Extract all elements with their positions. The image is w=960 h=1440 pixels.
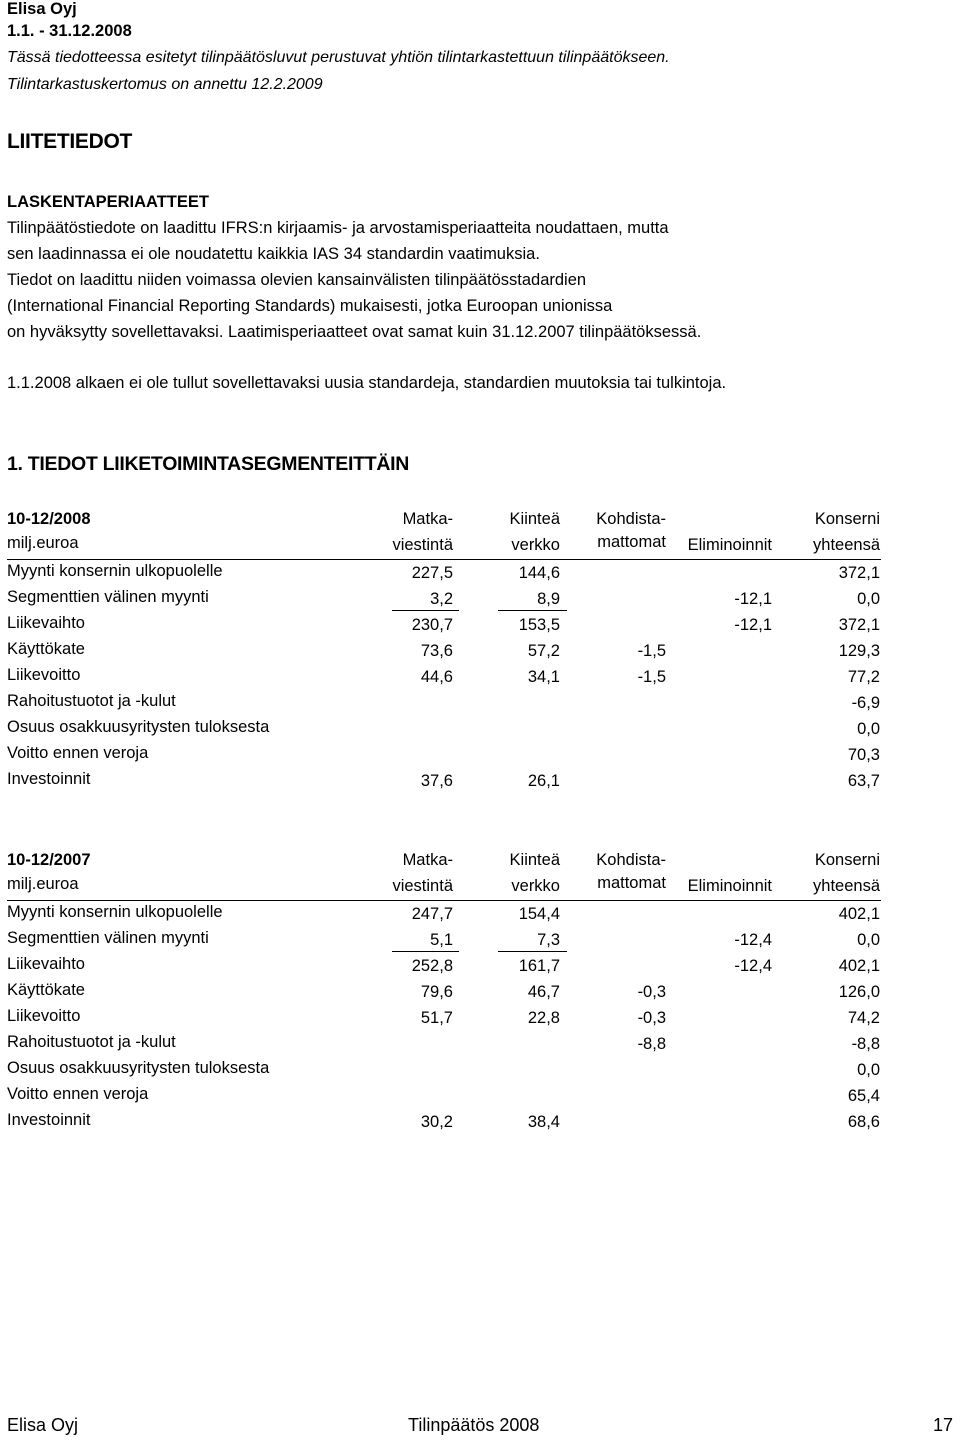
col-header-unallocated: Kohdista- [596, 510, 666, 528]
val-fixed: 153,5 [518, 616, 560, 634]
val-unallocated: -1,5 [637, 642, 666, 660]
val-mobile: 227,5 [411, 564, 453, 582]
val-fixed: 38,4 [527, 1113, 560, 1131]
footer-document: Tilinpäätös 2008 [408, 1415, 540, 1435]
col-header-mobile: viestintä [392, 536, 453, 554]
val-mobile: 230,7 [411, 616, 453, 634]
val-mobile: 44,6 [420, 668, 453, 686]
audit-note-line-2: Tilintarkastuskertomus on annettu 12.2.2009 [7, 76, 323, 93]
row-label: Myynti konsernin ulkopuolelle [7, 903, 223, 921]
val-group-total: 70,3 [847, 746, 880, 764]
row-label: Käyttökate [7, 981, 85, 999]
row-label: Liikevaihto [7, 955, 85, 973]
row-label: Rahoitustuotot ja -kulut [7, 692, 176, 710]
company-name: Elisa Oyj [7, 0, 77, 18]
val-mobile: 51,7 [420, 1009, 453, 1027]
val-group-total: 74,2 [847, 1009, 880, 1027]
col-header-mobile: viestintä [392, 877, 453, 895]
val-group-total: 63,7 [847, 772, 880, 790]
val-fixed: 7,3 [537, 931, 560, 949]
col-header-fixed: Kiinteä [509, 851, 560, 869]
val-group-total: 372,1 [838, 564, 880, 582]
val-eliminations: -12,1 [734, 616, 772, 634]
col-header-group-total: yhteensä [813, 877, 880, 895]
val-mobile: 247,7 [411, 905, 453, 923]
footer-company: Elisa Oyj [7, 1415, 79, 1435]
row-label: Liikevoitto [7, 1007, 81, 1025]
row-label: Voitto ennen veroja [7, 744, 149, 762]
accounting-line: Tiedot on laadittu niiden voimassa olevien kansainvälisten tilinpäätösstadardien [7, 271, 587, 289]
val-group-total: 402,1 [838, 905, 880, 923]
col-header-group-total: Konserni [814, 510, 880, 528]
val-fixed: 8,9 [537, 590, 560, 608]
val-eliminations: -12,4 [734, 957, 772, 975]
val-group-total: 0,0 [857, 720, 880, 738]
subtotal-line [392, 951, 459, 952]
val-fixed: 57,2 [527, 642, 560, 660]
header-divider [7, 559, 881, 560]
row-label: Osuus osakkuusyritysten tuloksesta [7, 1059, 270, 1077]
val-mobile: 79,6 [420, 983, 453, 1001]
val-eliminations: -12,4 [734, 931, 772, 949]
val-mobile: 30,2 [420, 1113, 453, 1131]
footer-page-number: 17 [932, 1415, 953, 1435]
col-header-unallocated: mattomat [597, 874, 666, 892]
val-group-total: 77,2 [847, 668, 880, 686]
val-group-total: 372,1 [838, 616, 880, 634]
section-title: LIITETIEDOT [7, 130, 133, 153]
col-header-mobile: Matka- [402, 510, 453, 528]
segments-title: 1. TIEDOT LIIKETOIMINTASEGMENTEITTÄIN [7, 453, 410, 475]
col-header-group-total: yhteensä [813, 536, 880, 554]
table-period: 10-12/2008 [7, 510, 91, 528]
header-divider [7, 900, 881, 901]
val-unallocated: -0,3 [637, 983, 666, 1001]
val-group-total: 126,0 [838, 983, 880, 1001]
val-mobile: 3,2 [430, 590, 453, 608]
val-unallocated: -0,3 [637, 1009, 666, 1027]
row-label: Investoinnit [7, 770, 91, 788]
col-header-unallocated: Kohdista- [596, 851, 666, 869]
val-group-total: 68,6 [847, 1113, 880, 1131]
table-unit: milj.euroa [7, 875, 79, 893]
val-group-total: 0,0 [857, 931, 880, 949]
val-eliminations: -12,1 [734, 590, 772, 608]
val-mobile: 252,8 [411, 957, 453, 975]
val-unallocated: -8,8 [637, 1035, 666, 1053]
accounting-line: (International Financial Reporting Standards) mukaisesti, jotka Euroopan unionissa [7, 297, 613, 315]
accounting-line: Tilinpäätöstiedote on laadittu IFRS:n kirjaamis- ja arvostamisperiaatteita noudattaen, mutta [7, 219, 669, 237]
col-header-eliminations: Eliminoinnit [687, 877, 772, 895]
val-group-total: 129,3 [838, 642, 880, 660]
table-unit: milj.euroa [7, 534, 79, 552]
audit-note-line-1: Tässä tiedotteessa esitetyt tilinpäätösluvut perustuvat yhtiön tilintarkastettuun tilinpäätökseen. [7, 49, 670, 66]
report-period: 1.1. - 31.12.2008 [7, 22, 132, 40]
val-group-total: 0,0 [857, 1061, 880, 1079]
val-fixed: 26,1 [527, 772, 560, 790]
row-label: Liikevoitto [7, 666, 81, 684]
val-group-total: 0,0 [857, 590, 880, 608]
row-label: Liikevaihto [7, 614, 85, 632]
val-fixed: 46,7 [527, 983, 560, 1001]
val-fixed: 161,7 [518, 957, 560, 975]
col-header-mobile: Matka- [402, 851, 453, 869]
accounting-line: sen laadinnassa ei ole noudatettu kaikkia IAS 34 standardin vaatimuksia. [7, 245, 540, 263]
val-group-total: -8,8 [851, 1035, 880, 1053]
val-unallocated: -1,5 [637, 668, 666, 686]
row-label: Voitto ennen veroja [7, 1085, 149, 1103]
row-label: Myynti konsernin ulkopuolelle [7, 562, 223, 580]
row-label: Osuus osakkuusyritysten tuloksesta [7, 718, 270, 736]
subtotal-line [498, 610, 567, 611]
accounting-heading: LASKENTAPERIAATTEET [7, 193, 209, 211]
val-mobile: 5,1 [430, 931, 453, 949]
row-label: Segmenttien välinen myynti [7, 929, 209, 947]
val-fixed: 144,6 [518, 564, 560, 582]
col-header-eliminations: Eliminoinnit [687, 536, 772, 554]
col-header-group-total: Konserni [814, 851, 880, 869]
col-header-fixed: Kiinteä [509, 510, 560, 528]
subtotal-line [392, 610, 459, 611]
val-group-total: 65,4 [847, 1087, 880, 1105]
table-period: 10-12/2007 [7, 851, 91, 869]
row-label: Rahoitustuotot ja -kulut [7, 1033, 176, 1051]
val-mobile: 37,6 [420, 772, 453, 790]
accounting-line: on hyväksytty sovellettavaksi. Laatimisperiaatteet ovat samat kuin 31.12.2007 tilinpäätöksessä. [7, 323, 702, 341]
subtotal-line [498, 951, 567, 952]
col-header-fixed: verkko [511, 536, 560, 554]
val-group-total: -6,9 [851, 694, 880, 712]
col-header-unallocated: mattomat [597, 533, 666, 551]
val-fixed: 22,8 [527, 1009, 560, 1027]
val-fixed: 34,1 [527, 668, 560, 686]
col-header-fixed: verkko [511, 877, 560, 895]
row-label: Investoinnit [7, 1111, 91, 1129]
val-fixed: 154,4 [518, 905, 560, 923]
val-group-total: 402,1 [838, 957, 880, 975]
row-label: Käyttökate [7, 640, 85, 658]
val-mobile: 73,6 [420, 642, 453, 660]
accounting-line: 1.1.2008 alkaen ei ole tullut sovellettavaksi uusia standardeja, standardien muutoksia tai tulkintoja. [7, 374, 727, 392]
row-label: Segmenttien välinen myynti [7, 588, 209, 606]
